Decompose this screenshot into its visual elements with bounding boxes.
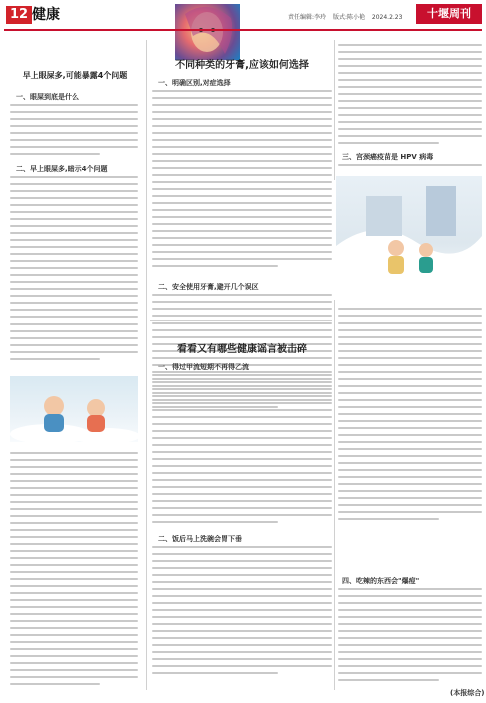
right-text-block-3: [338, 308, 482, 525]
right-subheading-1: 一、明确区别,对症选择: [158, 79, 231, 87]
left-text-block-1: [10, 104, 138, 160]
middle-text-block-1: [152, 90, 332, 272]
bottom-subheading-2: 二、饭后马上洗碗会胃下垂: [158, 535, 242, 543]
left-article-title: 早上眼屎多,可能暴露4个问题: [22, 71, 128, 80]
page-header: [0, 0, 486, 32]
right-illustration: [336, 176, 482, 298]
bottom-article-title: 看看又有哪些健康谣言被击碎: [177, 344, 307, 355]
header-rule: [4, 29, 482, 31]
right-subheading-4: 四、吃辣的东西会"爆痘": [342, 577, 420, 585]
left-subheading-2: 二、早上眼屎多,暗示4个问题: [16, 165, 108, 173]
section-title: 健康: [32, 7, 60, 23]
source-note: (本报综合): [450, 689, 485, 697]
right-text-block-2: [338, 164, 482, 171]
bottom-text-block-2: [152, 546, 332, 679]
right-text-block-1: [338, 44, 482, 149]
page-number: 12: [6, 6, 32, 24]
left-subheading-1: 一、眼屎到底是什么: [16, 93, 79, 101]
left-illustration: [10, 376, 138, 442]
right-article-title: 不同种类的牙膏,应该如何选择: [175, 60, 309, 71]
bottom-subheading-1: 一、得过甲流短期不再得乙流: [158, 363, 249, 371]
newspaper-brand: 十堰周刊: [416, 4, 482, 24]
left-text-block-2: [10, 176, 138, 365]
column-divider-right-bottom: [334, 300, 335, 690]
column-divider-right-top: [334, 40, 335, 180]
header-meta: [288, 12, 407, 21]
left-text-block-3: [10, 452, 138, 690]
right-text-block-4: [338, 588, 482, 686]
editor-credit: 责任编辑:李玲: [288, 14, 327, 21]
header-photo: [175, 4, 240, 60]
designer-credit: 版式:陈小艳: [332, 14, 365, 21]
column-divider-left: [146, 40, 147, 690]
issue-date: 2024.2.23: [371, 14, 403, 21]
right-subheading-3: 三、宫颈癌疫苗是 HPV 病毒: [342, 153, 434, 161]
right-subheading-2: 二、安全使用牙膏,避开几个误区: [158, 283, 259, 291]
section-divider: [150, 320, 332, 321]
bottom-text-block-1: [152, 374, 332, 528]
